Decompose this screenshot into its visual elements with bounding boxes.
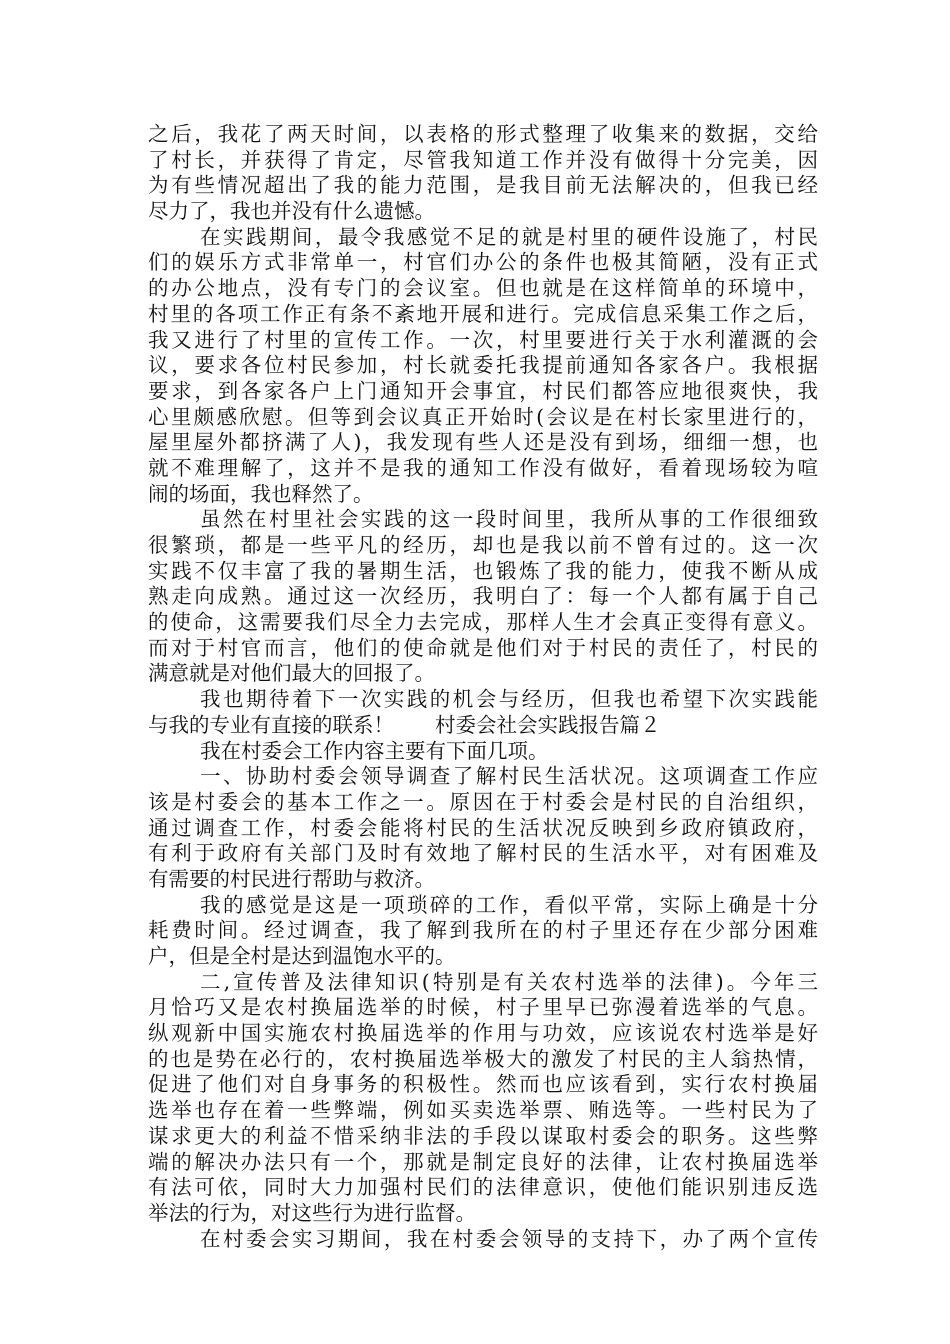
- text-line: 虽然在村里社会实践的这一段时间里，我所从事的工作很细致: [200, 507, 818, 532]
- text-line: 的办公地点，没有专门的会议室。但也就是在这样简单的环境中，: [148, 276, 818, 301]
- text-line: 屋里屋外都挤满了人)，我发现有些人还是没有到场，细细一想，也: [148, 430, 818, 455]
- text-line: 月恰巧又是农村换届选举的时候，村子里早已弥漫着选举的气息。: [148, 995, 818, 1020]
- text-line: 有法可依，同时大力加强村民们的法律意识，使他们能识别违反选: [148, 1175, 818, 1200]
- text-line: 在实践期间，最令我感觉不足的就是村里的硬件设施了，村民: [200, 224, 818, 249]
- text-line: 的也是势在必行的，农村换届选举极大的激发了村民的主人翁热情，: [148, 1046, 818, 1071]
- text-line: 之后，我花了两天时间，以表格的形式整理了收集来的数据，交给: [148, 122, 818, 146]
- text-line: 我又进行了村里的宣传工作。一次，村里要进行关于水利灌溉的会: [148, 327, 818, 352]
- text-line: 耗费时间。经过调查，我了解到我所在的村子里还存在少部分困难: [148, 918, 818, 943]
- text-line: 一、协助村委会领导调查了解村民生活状况。这项调查工作应: [200, 764, 818, 789]
- text-line: 促进了他们对自身事务的积极性。然而也应该看到，实行农村换届: [148, 1072, 818, 1097]
- text-line: 很繁琐，都是一些平凡的经历，却也是我以前不曾有过的。这一次: [148, 533, 818, 557]
- text-line: 纵观新中国实施农村换届选举的作用与功效，应该说农村选举是好: [148, 1021, 818, 1046]
- text-line: 通过调查工作，村委会能将村民的生活状况反映到乡政府镇政府，: [148, 815, 818, 840]
- text-line: 而对于村官而言，他们的使命就是他们对于村民的责任了，村民的: [148, 635, 818, 660]
- text-line: 谋求更大的利益不惜采纳非法的手段以谋取村委会的职务。这些弊: [148, 1123, 818, 1148]
- text-line: 议，要求各位村民参加，村长就委托我提前通知各家各户。我根据: [148, 353, 818, 378]
- text-line: 为有些情况超出了我的能力范围，是我目前无法解决的，但我已经: [148, 173, 818, 198]
- text-line: 端的解决办法只有一个，那就是制定良好的法律，让农村换届选举: [148, 1149, 818, 1174]
- text-line: 有利于政府有关部门及时有效地了解村民的生活水平，对有困难及: [148, 841, 818, 866]
- text-line: 有需要的村民进行帮助与救济。: [148, 866, 435, 891]
- text-line: 要求，到各家各户上门通知开会事宜，村民们都答应地很爽快，我: [148, 378, 818, 403]
- text-line: 举法的行为，对这些行为进行监督。: [148, 1200, 476, 1225]
- text-line: 选举也存在着一些弊端，例如买卖选举票、贿选等。一些村民为了: [148, 1098, 818, 1123]
- text-line: 该是村委会的基本工作之一。原因在于村委会是村民的自治组织，: [148, 789, 818, 814]
- text-line: 了村长，并获得了肯定，尽管我知道工作并没有做得十分完美，因: [148, 147, 818, 172]
- text-line: 在村委会实习期间，我在村委会领导的支持下，办了两个宣传: [200, 1226, 818, 1251]
- text-line: 熟走向成熟。通过这一次经历，我明白了：每一个人都有属于自己: [148, 584, 818, 609]
- document-body: [148, 122, 818, 1252]
- text-line: 就不难理解了，这并不是我的通知工作没有做好，看着现场较为喧: [148, 455, 818, 480]
- text-line: 我也期待着下一次实践的机会与经历，但我也希望下次实践能: [200, 687, 818, 712]
- text-line: 满意就是对他们最大的回报了。: [148, 661, 435, 686]
- text-line: 尽力了，我也并没有什么遗憾。: [148, 199, 435, 224]
- text-line: 闹的场面，我也释然了。: [148, 481, 374, 506]
- text-line: 心里颇感欣慰。但等到会议真正开始时(会议是在村长家里进行的，: [148, 404, 818, 429]
- text-line: 村里的各项工作正有条不紊地开展和进行。完成信息采集工作之后，: [148, 301, 818, 326]
- text-line: 我在村委会工作内容主要有下面几项。: [200, 738, 549, 763]
- text-line: 实践不仅丰富了我的暑期生活，也锻炼了我的能力，使我不断从成: [148, 558, 818, 583]
- text-line: 户，但是全村是达到温饱水平的。: [148, 944, 456, 968]
- text-line: 我的感觉是这是一项琐碎的工作，看似平常，实际上确是十分: [200, 892, 818, 917]
- text-line: 的使命，这需要我们尽全力去完成，那样人生才会真正变得有意义。: [148, 610, 818, 635]
- text-line: 们的娱乐方式非常单一，村官们办公的条件也极其简陋，没有正式: [148, 250, 818, 275]
- text-line: 二,宣传普及法律知识(特别是有关农村选举的法律)。今年三: [200, 969, 818, 994]
- text-line: 与我的专业有直接的联系！ 村委会社会实践报告篇２: [148, 712, 661, 737]
